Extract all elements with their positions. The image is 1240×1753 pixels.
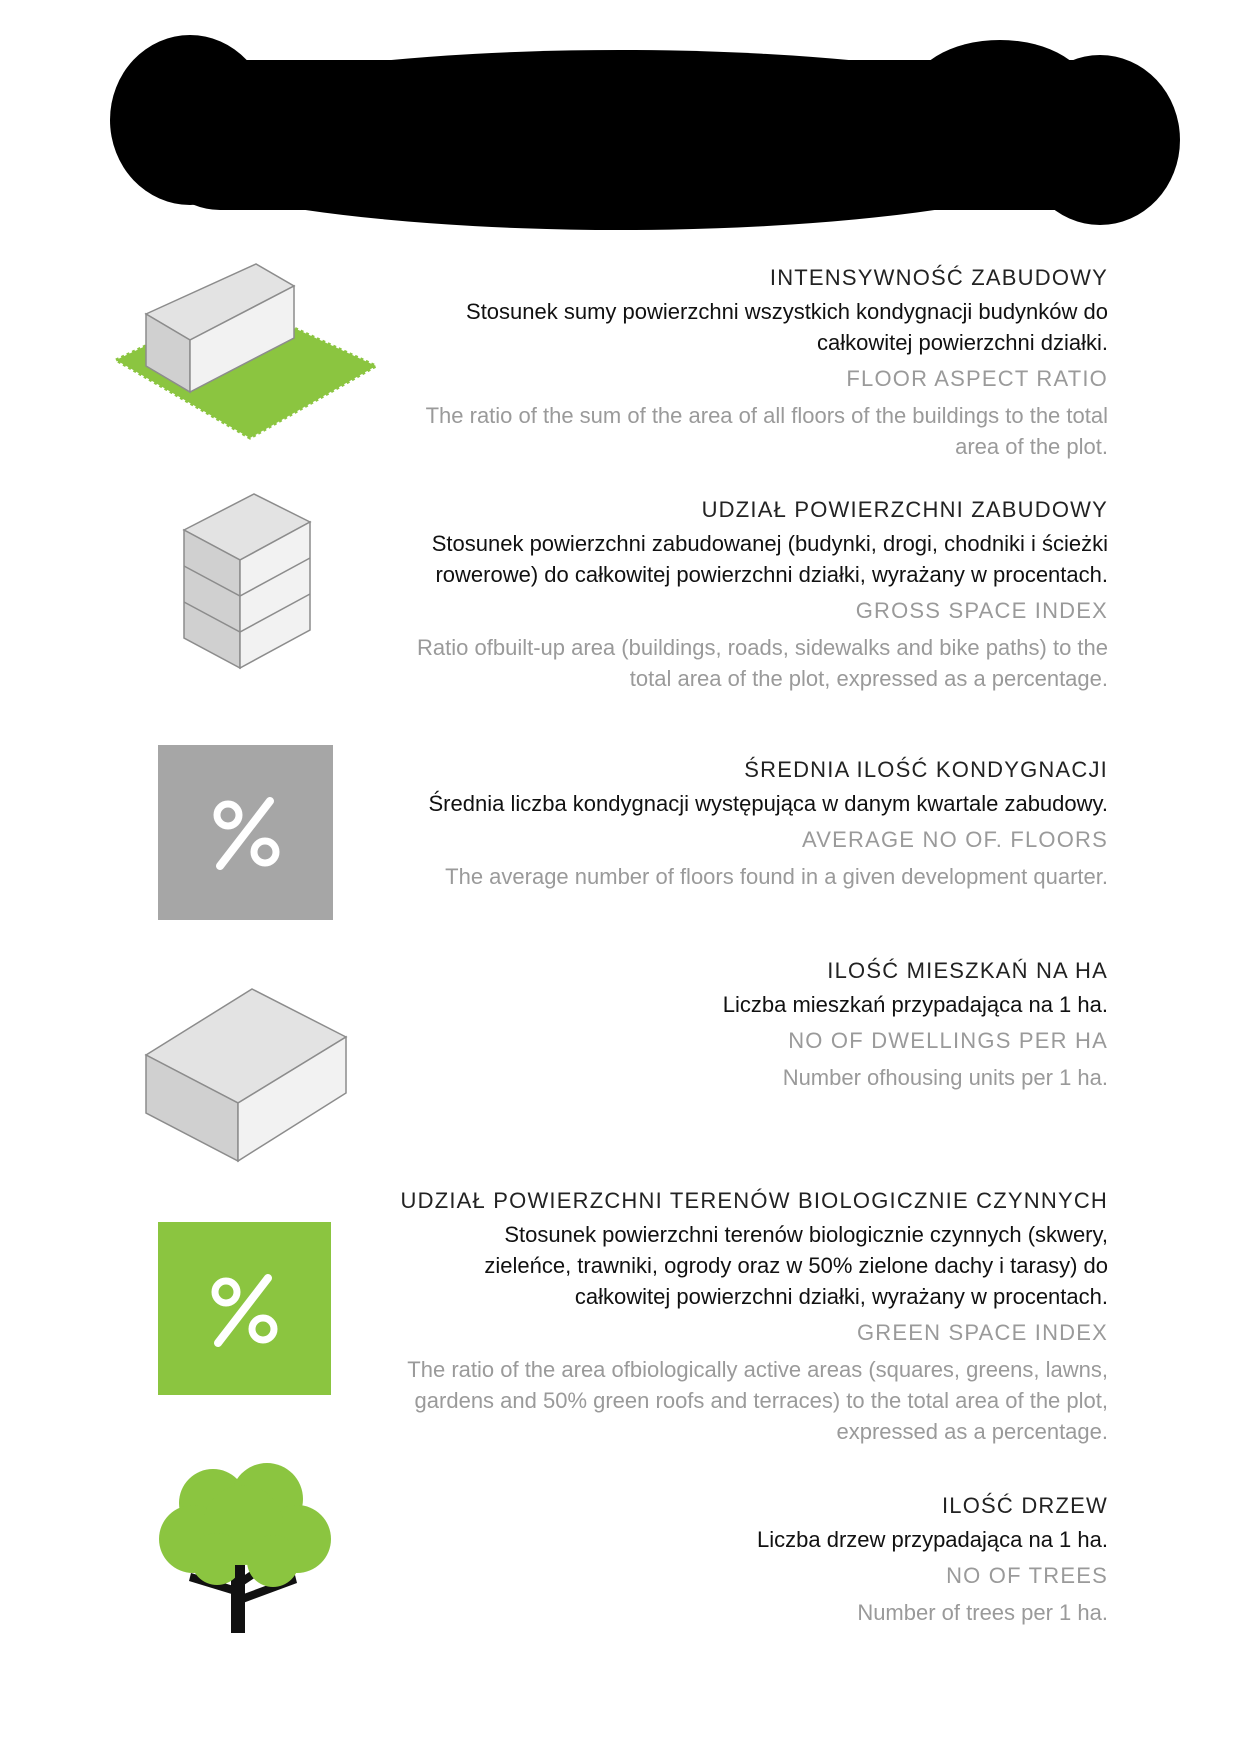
- pl-title: ILOŚĆ MIESZKAŃ NA HA: [827, 958, 1108, 983]
- en-description-line: gardens and 50% green roofs and terraces) to the total area of the plot,: [414, 1388, 1108, 1413]
- pl-title: UDZIAŁ POWIERZCHNI ZABUDOWY: [701, 497, 1108, 522]
- en-title: NO OF TREES: [946, 1563, 1108, 1588]
- building-block-icon: [140, 985, 355, 1165]
- pl-description-line: całkowitej powierzchni działki, wyrażany w procentach.: [574, 1284, 1108, 1309]
- pl-description-line: zieleńce, trawniki, ogrody oraz w 50% zielone dachy i tarasy) do: [484, 1253, 1108, 1278]
- en-description-line: total area of the plot, expressed as a percentage.: [629, 666, 1108, 691]
- percent-green-icon: [158, 1222, 331, 1395]
- en-description-line: Ratio ofbuilt-up area (buildings, roads, sidewalks and bike paths) to the: [417, 635, 1108, 660]
- pl-description-line: rowerowe) do całkowitej powierzchni działki, wyrażany w procentach.: [435, 562, 1108, 587]
- en-description-line: The average number of floors found in a given development quarter.: [445, 864, 1108, 889]
- en-title: NO OF DWELLINGS PER HA: [788, 1028, 1108, 1053]
- pl-description-line: Stosunek powierzchni terenów biologicznie czynnych (skwery,: [504, 1222, 1108, 1247]
- en-description-line: Number ofhousing units per 1 ha.: [782, 1065, 1108, 1090]
- en-title: GROSS SPACE INDEX: [855, 598, 1108, 623]
- percent-gray-icon: [158, 745, 333, 920]
- cube-on-green-plot-icon: [110, 258, 380, 448]
- pl-description-line: Liczba drzew przypadająca na 1 ha.: [757, 1527, 1108, 1552]
- en-description-line: area of the plot.: [955, 434, 1108, 459]
- en-description-line: Number of trees per 1 ha.: [857, 1600, 1108, 1625]
- en-title: FLOOR ASPECT RATIO: [846, 366, 1108, 391]
- pl-description-line: Liczba mieszkań przypadająca na 1 ha.: [722, 992, 1108, 1017]
- en-description-line: The ratio of the sum of the area of all floors of the buildings to the total: [425, 403, 1108, 428]
- en-title: AVERAGE NO OF. FLOORS: [802, 827, 1108, 852]
- indicator-gross-space-index: [356, 496, 1108, 694]
- pl-title: ŚREDNIA ILOŚĆ KONDYGNACJI: [744, 757, 1108, 782]
- indicator-trees: [356, 1492, 1108, 1628]
- en-description-line: expressed as a percentage.: [836, 1419, 1108, 1444]
- pl-description-line: Stosunek sumy powierzchni wszystkich kondygnacji budynków do: [466, 299, 1108, 324]
- tree-icon: [155, 1455, 335, 1635]
- en-title: GREEN SPACE INDEX: [856, 1320, 1108, 1345]
- pl-title: UDZIAŁ POWIERZCHNI TERENÓW BIOLOGICZNIE CZYNNYCH: [400, 1188, 1108, 1213]
- pl-description-line: całkowitej powierzchni działki.: [816, 330, 1108, 355]
- indicator-floor-aspect-ratio: [356, 264, 1108, 462]
- pl-description-line: Średnia liczba kondygnacji występująca w danym kwartale zabudowy.: [428, 791, 1108, 816]
- indicator-average-floors: [356, 756, 1108, 892]
- pl-title: ILOŚĆ DRZEW: [942, 1493, 1108, 1518]
- indicator-green-space-index: [348, 1187, 1108, 1447]
- redacted-title: [0, 0, 1240, 240]
- stacked-floors-icon: [180, 490, 320, 675]
- pl-title: INTENSYWNOŚĆ ZABUDOWY: [769, 265, 1108, 290]
- pl-description-line: Stosunek powierzchni zabudowanej (budynki, drogi, chodniki i ścieżki: [431, 531, 1108, 556]
- indicator-dwellings-per-ha: [356, 957, 1108, 1093]
- en-description-line: The ratio of the area ofbiologically active areas (squares, greens, lawns,: [407, 1357, 1108, 1382]
